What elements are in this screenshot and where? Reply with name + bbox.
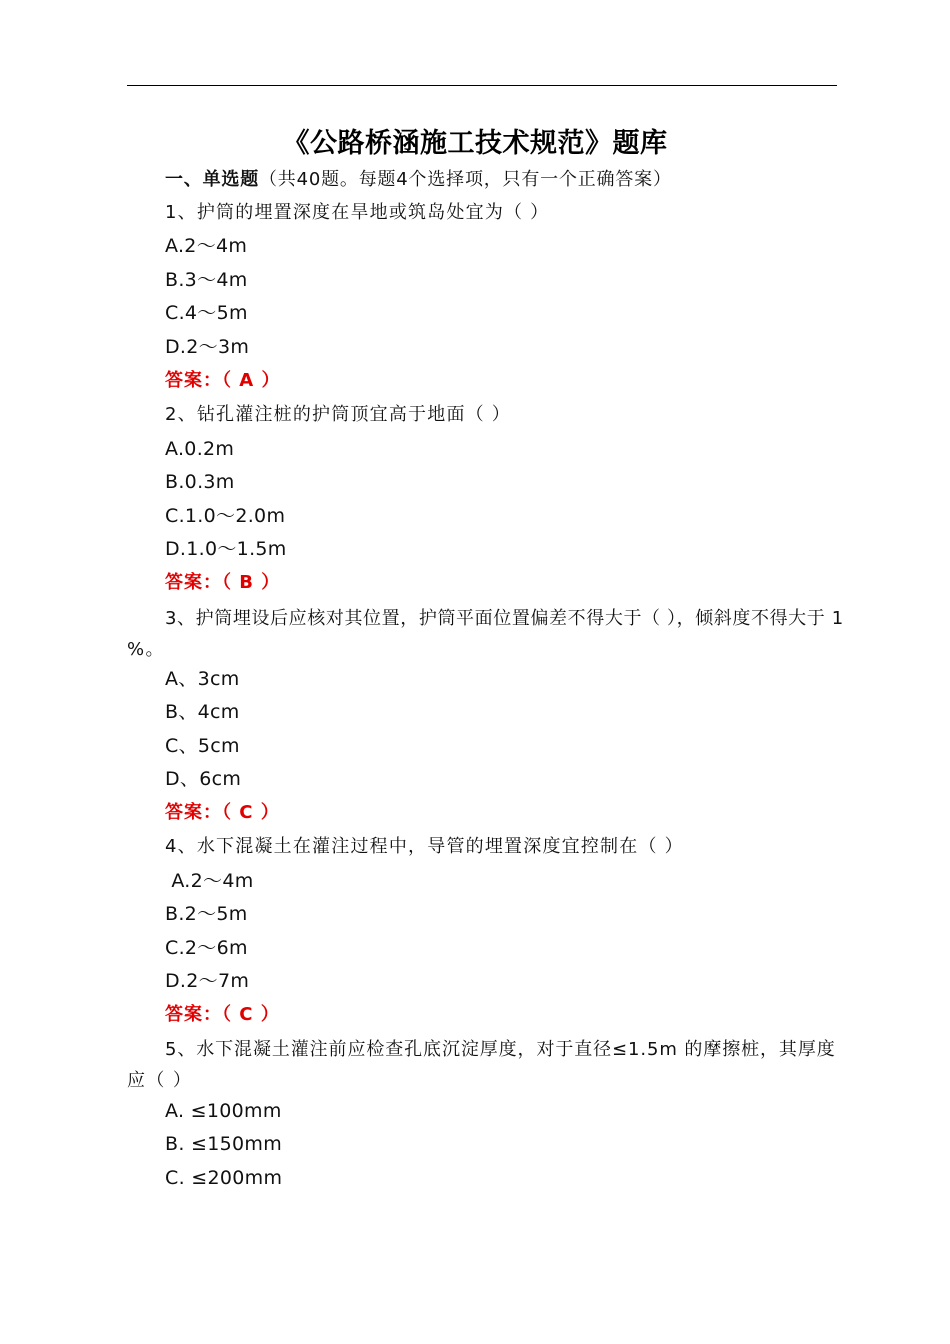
question-5-stem: 5、水下混凝土灌注前应检查孔底沉淀厚度，对于直径≤1.5m 的摩擦桩，其厚度	[165, 1039, 836, 1060]
question-1-option-d: D.2～3m	[165, 336, 250, 358]
question-3-stem-continued: %。	[127, 639, 165, 660]
question-4-option-a: A.2～4m	[165, 870, 254, 892]
question-5-option-c: C. ≤200mm	[165, 1167, 283, 1189]
question-5-option-a: A. ≤100mm	[165, 1100, 282, 1122]
section-note: （共40题。每题4个选择项，只有一个正确答案）	[259, 169, 672, 190]
question-2-stem: 2、钻孔灌注桩的护筒顶宜高于地面（ ）	[165, 404, 511, 425]
question-3-option-d: D、6cm	[165, 768, 242, 790]
section-label: 一、单选题	[165, 169, 259, 190]
question-4-option-b: B.2～5m	[165, 903, 248, 925]
question-1-answer: 答案：（ A ）	[165, 370, 281, 391]
document-title: 《公路桥涵施工技术规范》题库	[282, 128, 668, 159]
question-4-option-c: C.2～6m	[165, 937, 248, 959]
question-4-option-d: D.2～7m	[165, 970, 250, 992]
question-4-stem: 4、水下混凝土在灌注过程中，导管的埋置深度宜控制在（ ）	[165, 836, 684, 857]
question-1-option-b: B.3～4m	[165, 269, 248, 291]
question-1-stem: 1、护筒的埋置深度在旱地或筑岛处宜为（ ）	[165, 202, 550, 223]
question-5-option-b: B. ≤150mm	[165, 1133, 283, 1155]
header-rule	[127, 85, 837, 86]
question-2-option-a: A.0.2m	[165, 438, 235, 460]
question-3-option-a: A、3cm	[165, 668, 240, 690]
question-1-option-a: A.2～4m	[165, 235, 248, 257]
section-heading	[165, 168, 672, 192]
question-2-option-d: D.1.0～1.5m	[165, 538, 287, 560]
question-3-option-c: C、5cm	[165, 735, 240, 757]
question-3-option-b: B、4cm	[165, 701, 240, 723]
question-1-option-c: C.4～5m	[165, 302, 248, 324]
question-5-stem-continued: 应（ ）	[127, 1070, 193, 1091]
question-4-answer: 答案：（ C ）	[165, 1004, 280, 1025]
question-2-option-c: C.1.0～2.0m	[165, 505, 286, 527]
question-3-answer: 答案：（ C ）	[165, 802, 280, 823]
question-3-stem: 3、护筒埋设后应核对其位置，护筒平面位置偏差不得大于（ ），倾斜度不得大于 1	[165, 608, 844, 629]
question-2-option-b: B.0.3m	[165, 471, 235, 493]
question-2-answer: 答案：（ B ）	[165, 572, 281, 593]
